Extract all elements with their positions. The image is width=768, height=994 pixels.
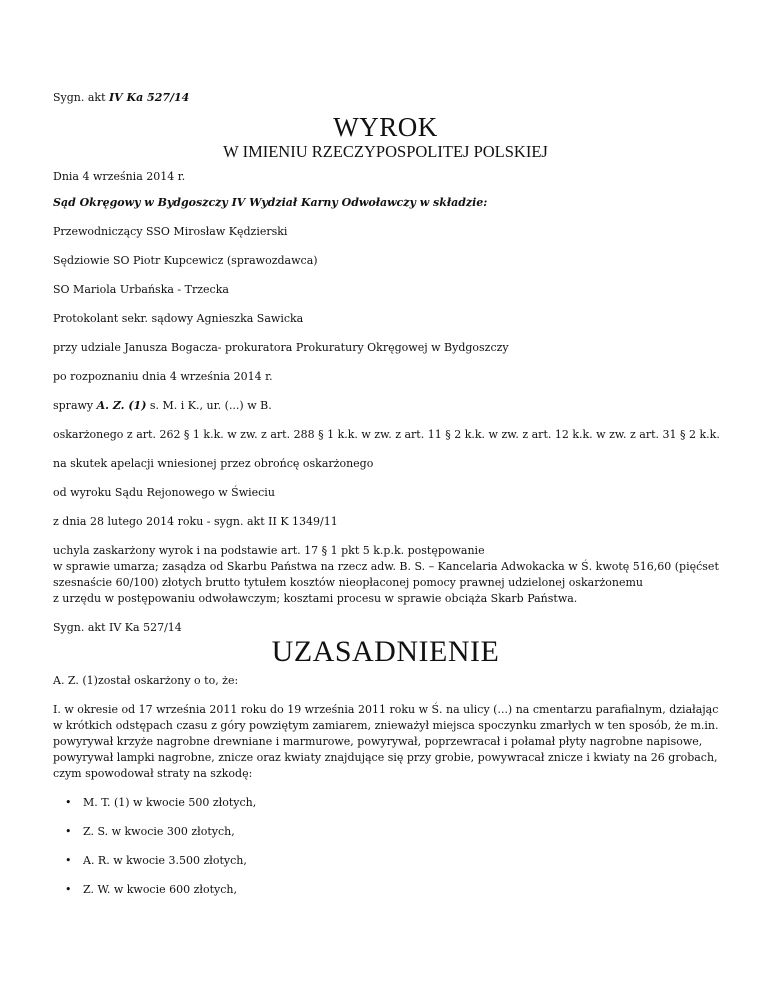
ruling-line: z urzędu w postępowaniu odwoławczym; kosztami procesu w sprawie obciąża Skarb Państwa. — [53, 592, 578, 605]
defendant-details: s. M. i K., ur. (...) w B. — [146, 399, 272, 412]
case-prefix: sprawy — [53, 399, 97, 412]
list-item-text: M. T. (1) w kwocie 500 złotych, — [83, 796, 257, 809]
list-item-text: Z. S. w kwocie 300 złotych, — [83, 825, 235, 838]
hearing-date: po rozpoznaniu dnia 4 września 2014 r. — [53, 370, 273, 383]
judges: Sędziowie SO Piotr Kupcewicz (sprawozdawca) — [53, 254, 318, 267]
case-number-value: IV Ka 527/14 — [109, 91, 190, 104]
list-item — [65, 824, 235, 840]
bullet-icon: • — [65, 854, 72, 867]
appealed-judgment: od wyroku Sądu Rejonowego w Świeciu — [53, 486, 275, 499]
appealed-judgment-date: z dnia 28 lutego 2014 roku - sygn. akt II K 1349/11 — [53, 515, 338, 528]
court-name: Sąd Okręgowy w Bydgoszczy IV Wydział Karny Odwoławczy w składzie: — [53, 196, 488, 209]
bullet-icon: • — [65, 796, 72, 809]
judgment-date: Dnia 4 września 2014 r. — [53, 170, 186, 183]
list-item — [65, 795, 256, 811]
presiding-judge: Przewodniczący SSO Mirosław Kędzierski — [53, 225, 288, 238]
document-title: WYROK — [333, 112, 438, 142]
ruling-line: szesnaście 60/100) złotych brutto tytułem kosztów nieopłaconej pomocy prawnej udzielonej oskarżonemu — [53, 576, 644, 589]
list-item — [65, 853, 247, 869]
court-clerk: Protokolant sekr. sądowy Agnieszka Sawicka — [53, 312, 304, 325]
case-number-label: Sygn. akt — [53, 91, 110, 104]
list-item-text: A. R. w kwocie 3.500 złotych, — [83, 854, 247, 867]
accused-statement: A. Z. (1)został oskarżony o to, że: — [53, 674, 239, 687]
list-item-text: Z. W. w kwocie 600 złotych, — [83, 883, 237, 896]
appeal-basis: na skutek apelacji wniesionej przez obrońcę oskarżonego — [53, 457, 374, 470]
case-line — [53, 398, 272, 414]
charge-line: czym spowodował straty na szkodę: — [53, 767, 253, 780]
defendant-name: A. Z. (1) — [96, 399, 147, 412]
list-item — [65, 882, 237, 898]
document-subtitle: W IMIENIU RZECZYPOSPOLITEJ POLSKIEJ — [223, 142, 548, 161]
charge-line: powyrywał krzyże nagrobne drewniane i marmurowe, powyrywał, poprzewracał i połamał płyty nagrobne napisowe, — [53, 735, 703, 748]
prosecutor: przy udziale Janusza Bogacza- prokuratora Prokuratury Okręgowej w Bydgoszczy — [53, 341, 509, 354]
ruling-line: w sprawie umarza; zasądza od Skarbu Państwa na rzecz adw. B. S. – Kancelaria Adwokacka w Ś. kwotę 516,60 (pięćset — [53, 560, 719, 573]
charges: oskarżonego z art. 262 § 1 k.k. w zw. z art. 288 § 1 k.k. w zw. z art. 11 § 2 k.k. w zw. z art. 12 k.k. w zw. z art. 31 § 2 k.k. — [53, 428, 720, 441]
case-number-top — [53, 90, 189, 106]
case-number-bottom: Sygn. akt IV Ka 527/14 — [53, 621, 182, 634]
second-judge: SO Mariola Urbańska - Trzecka — [53, 283, 229, 296]
charge-line: I. w okresie od 17 września 2011 roku do 19 września 2011 roku w Ś. na ulicy (...) na cmentarzu parafialnym, działając — [53, 703, 719, 716]
ruling-line: uchyla zaskarżony wyrok i na podstawie art. 17 § 1 pkt 5 k.p.k. postępowanie — [53, 544, 485, 557]
bullet-icon: • — [65, 825, 72, 838]
charge-line: powyrywał lampki nagrobne, znicze oraz kwiaty znajdujące się przy grobie, powywracał znicze i kwiaty na 26 grobach, — [53, 751, 718, 764]
charge-line: w krótkich odstępach czasu z góry powziętym zamiarem, znieważył miejsca spoczynku zmarłych w ten sposób, że m.in. — [53, 719, 719, 732]
justification-title: UZASADNIENIE — [271, 635, 500, 668]
bullet-icon: • — [65, 883, 72, 896]
